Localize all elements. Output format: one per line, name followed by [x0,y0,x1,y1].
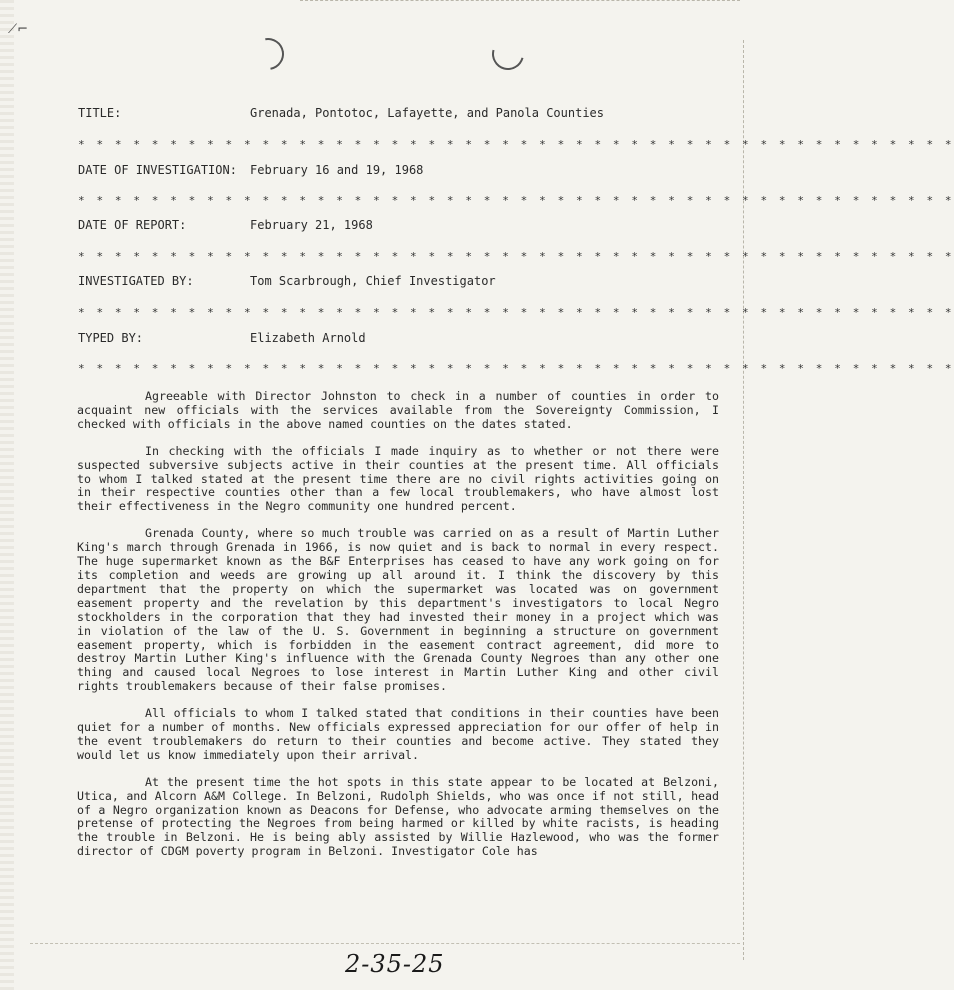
handwritten-document-number: 2-35-25 [345,950,445,978]
separator: * * * * * * * * * * * * * * * * * * * * * * * * * * * * * * * * * * * * * * * * * * * * * * * * [78,138,954,151]
date-investigation-label: DATE OF INVESTIGATION: [78,163,237,177]
typed-by-value: Elizabeth Arnold [250,331,366,345]
title-value: Grenada, Pontotoc, Lafayette, and Panola Counties [250,106,605,120]
separator: * * * * * * * * * * * * * * * * * * * * * * * * * * * * * * * * * * * * * * * * * * * * * * * * [78,194,954,207]
paragraph: All officials to whom I talked stated that conditions in their counties have been quiet for a number of months. New officials expressed appreciation for our offer of help in the event troublemakers do return to their counties and become active. They stated they would let us know immediately upon their arrival. [77,706,719,762]
paragraph: At the present time the hot spots in this state appear to be located at Belzoni, Utica, and Alcorn A&M College. In Belzoni, Rudolph Shields, who was once if not still, head of a Negro organization known as Deacons for Defense, who advocate arming themselves on the pretense of protecting the Negroes from being harmed or killed by white racists, is heading the trouble in Belzoni. He is being ably assisted by Willie Hazlewood, who was the former director of CDGM poverty program in Belzoni. Investigator Cole has [77,774,719,859]
typed-by-row [78,331,366,345]
separator: * * * * * * * * * * * * * * * * * * * * * * * * * * * * * * * * * * * * * * * * * * * * * * * * [78,250,954,263]
separator: * * * * * * * * * * * * * * * * * * * * * * * * * * * * * * * * * * * * * * * * * * * * * * * * [78,362,954,375]
date-report-row [78,218,373,232]
paragraph: Grenada County, where so much trouble was carried on as a result of Martin Luther King's march through Grenada in 1966, is now quiet and is back to normal in every respect. The huge supermarket known as the B&F Enterprises has ceased to have any work going on for its completion and weeds are growing up all around it. I think the discovery by this department that the property on which the supermarket was located was on government easement property and the revelation by this department's investigators to local Negro stockholders in the corporation that they had invested their money in a project which was in violation of the law of the U. S. Government in beginning a structure on government easement property, which is forbidden in the easement contract agreement, did more to destroy Martin Luther King's influence with the Grenada County Negroes than any other one thing and caused local Negroes to lose interest in Martin Luther King and other civil rights troublemakers because of their false promises. [77,526,719,694]
report-body [77,390,719,872]
date-report-value: February 21, 1968 [250,218,373,232]
date-report-label: DATE OF REPORT: [78,218,187,232]
top-edge [300,0,740,5]
investigated-by-row [78,274,496,288]
typed-by-label: TYPED BY: [78,331,144,345]
title-label: TITLE: [78,106,122,120]
investigated-by-label: INVESTIGATED BY: [78,274,194,288]
paragraph: In checking with the officials I made inquiry as to whether or not there were suspected subversive subjects active in their counties at the present time. All officials to whom I talked stated at the present time there are no civil rights activities going on in their respective counties other than a few local troublemakers, who have almost lost their effectiveness in the Negro community one hundred percent. [77,443,719,514]
punch-hole-left [246,32,291,77]
paragraph: Agreeable with Director Johnston to check in a number of counties in order to acquaint new officials with the services available from the Sovereignty Commission, I checked with officials in the above named counties on the dates stated. [77,389,719,431]
page-edge-right [743,40,745,960]
separator: * * * * * * * * * * * * * * * * * * * * * * * * * * * * * * * * * * * * * * * * * * * * * * * * [78,306,954,319]
page-edge-left [0,0,14,990]
margin-mark: ⟋⌐ [8,22,28,37]
date-investigation-value: February 16 and 19, 1968 [250,163,424,177]
punch-hole-right [486,32,530,76]
investigated-by-value: Tom Scarbrough, Chief Investigator [250,274,496,288]
date-investigation-row [78,163,423,177]
bottom-edge [30,943,740,944]
title-row [78,106,604,120]
